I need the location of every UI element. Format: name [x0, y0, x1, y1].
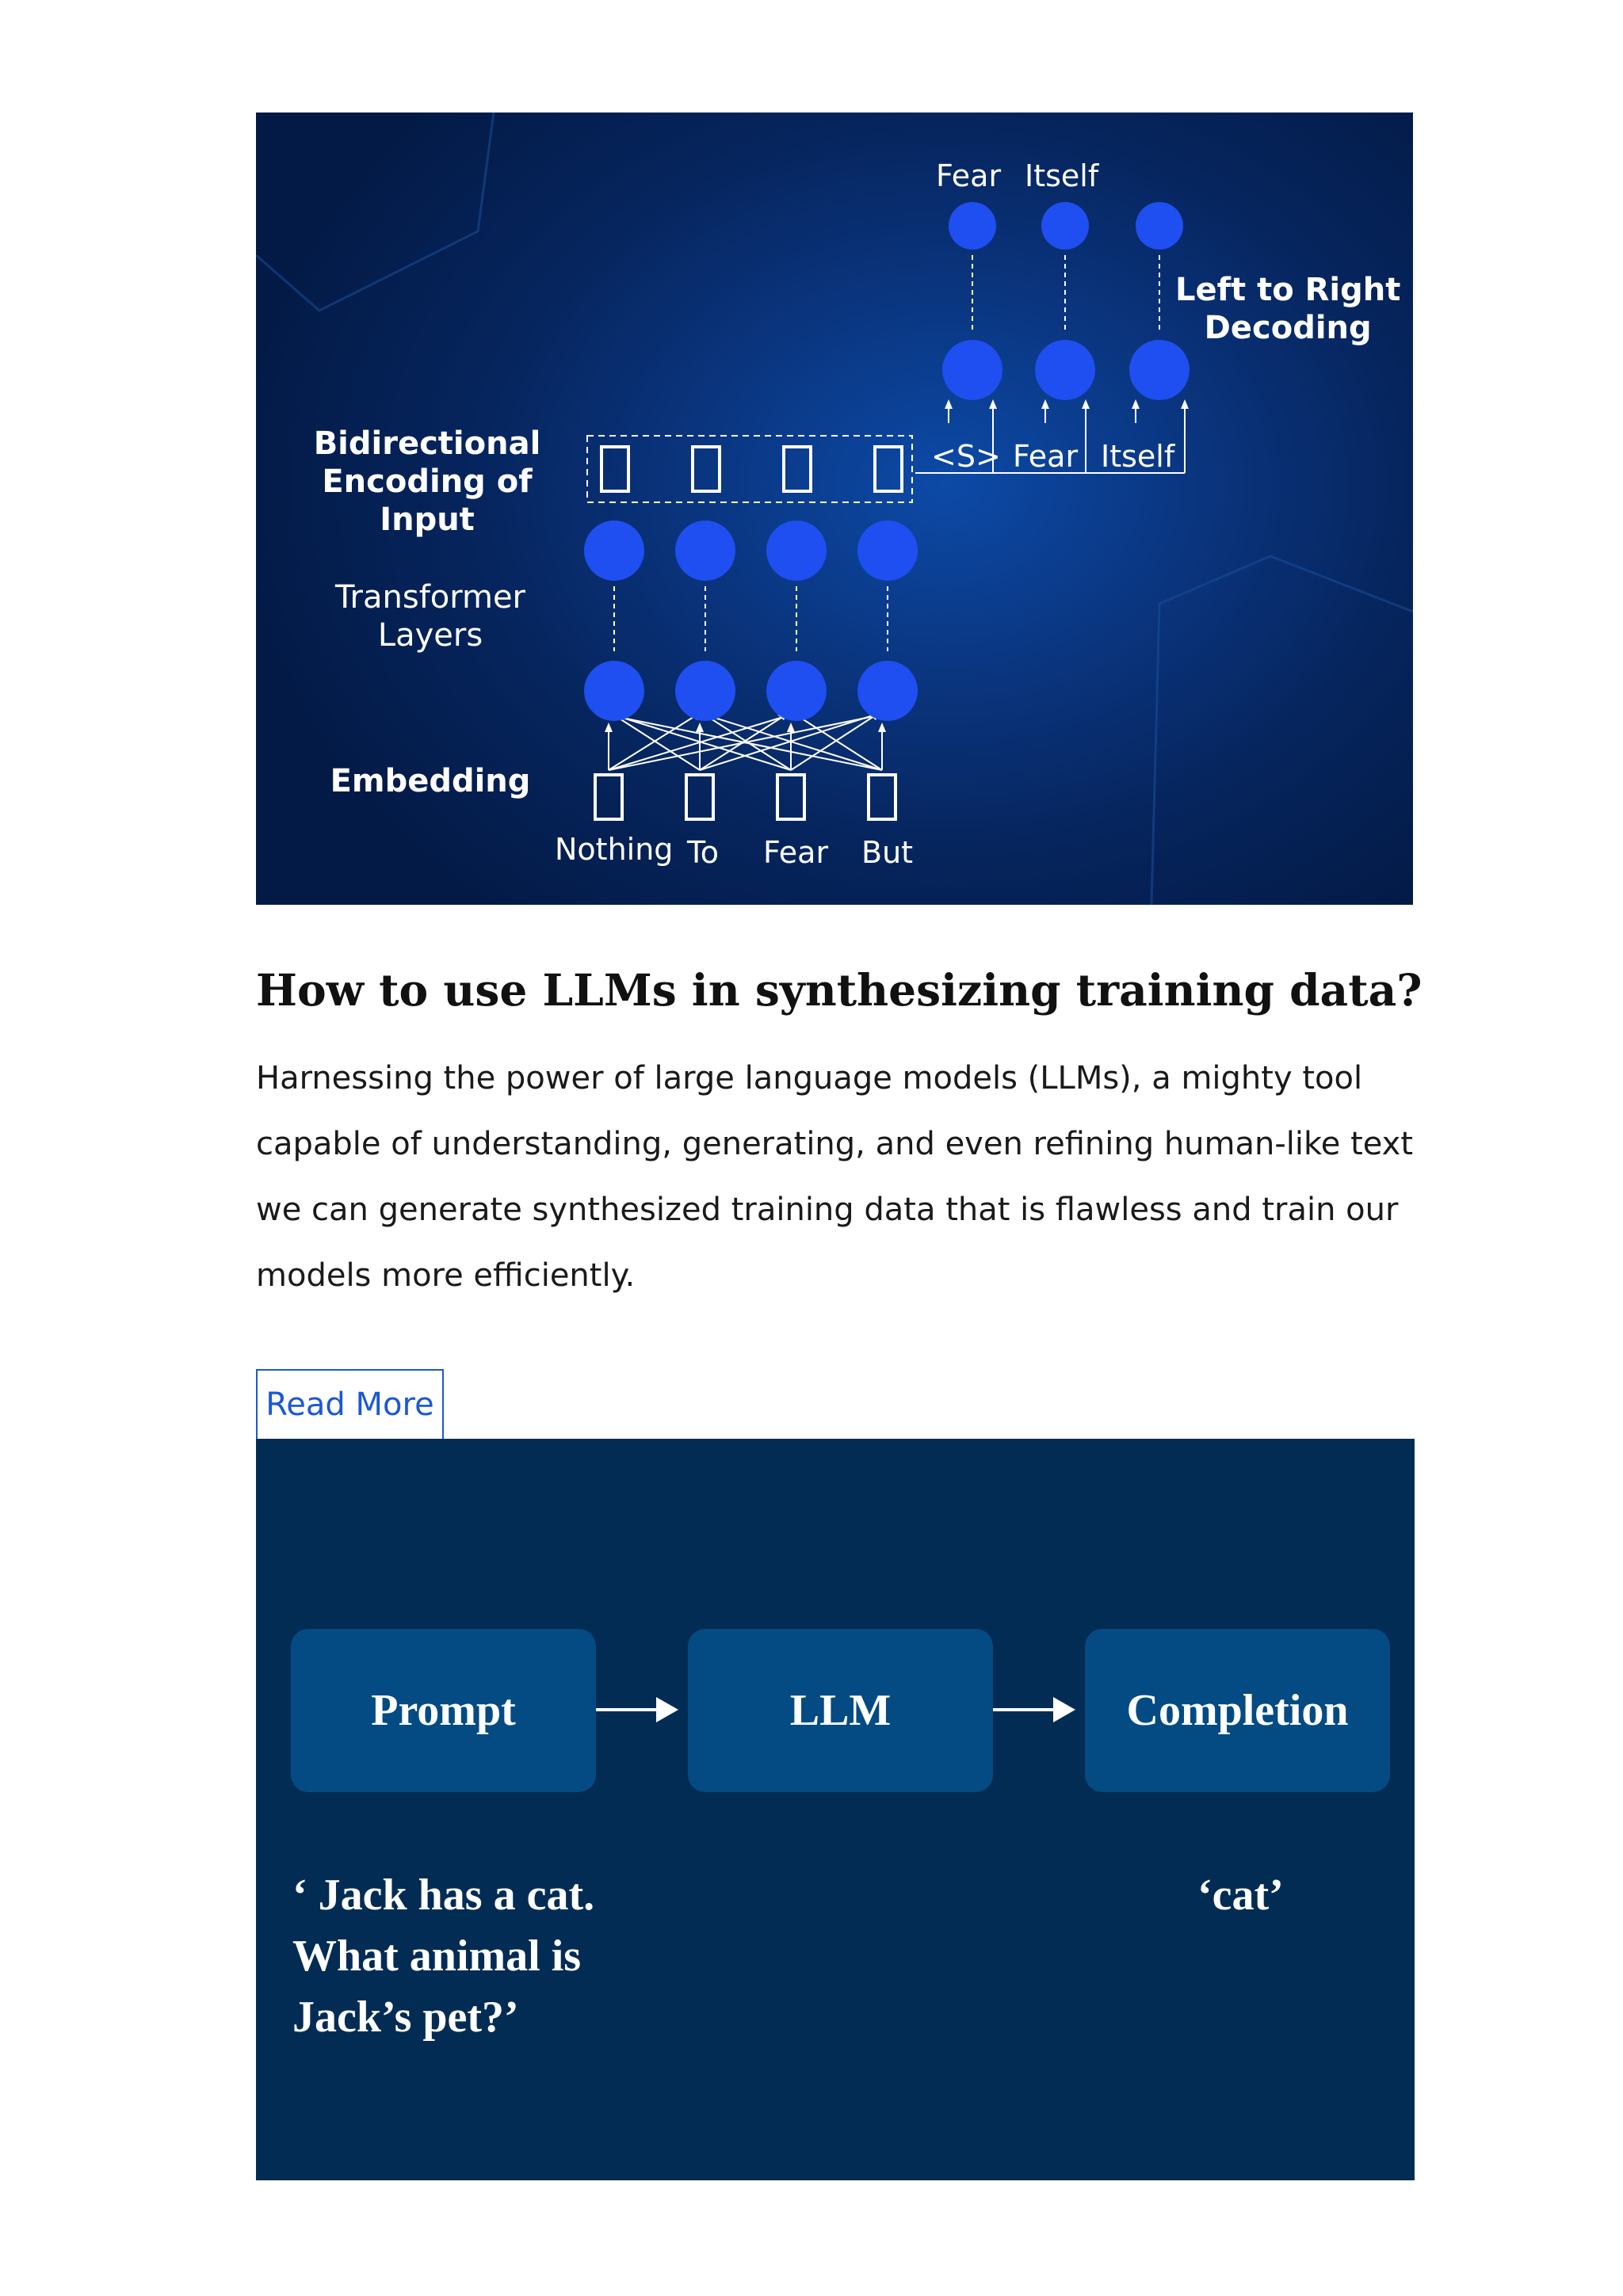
decoder-node	[1129, 340, 1190, 400]
encoder-node	[675, 521, 735, 581]
embedding-box	[869, 775, 896, 819]
encoded-box	[693, 447, 720, 491]
embedding-box	[686, 775, 713, 819]
input-embedding-boxes	[595, 775, 896, 819]
input-token-label: To	[687, 835, 720, 870]
completion-example-text: ‘cat’	[1197, 1871, 1284, 1920]
embedding-label: Embedding	[330, 763, 531, 799]
arrow-right-icon	[596, 1708, 675, 1711]
embedding-box	[777, 775, 804, 819]
output-token-label: Itself	[1025, 158, 1099, 193]
decoder-lower-nodes	[942, 340, 1190, 400]
output-token-label: Fear	[936, 158, 1002, 193]
embedding-connections	[609, 713, 882, 770]
llm-box: LLM	[688, 1629, 993, 1792]
encoder-node	[584, 521, 644, 581]
decoder-dotted-links	[972, 255, 1159, 333]
encoder-node	[584, 661, 644, 721]
article-body: Harnessing the power of large language models (LLMs), a mighty tool capable of understanding, generating, and even refining human-like text we can generate synthesized training data that is flawless and train our models more efficiently.	[256, 1060, 1414, 1294]
decoder-arrowheads	[945, 399, 1189, 409]
transformer-upper-nodes	[584, 521, 918, 581]
completion-box: Completion	[1085, 1629, 1390, 1792]
output-node	[949, 202, 996, 250]
arrow-right-icon	[993, 1708, 1072, 1711]
prompt-llm-completion-diagram	[256, 1439, 1415, 2180]
read-more-button[interactable]: Read More	[256, 1369, 444, 1440]
input-token-label: Fear	[763, 835, 829, 870]
encoder-node	[857, 661, 918, 721]
decoder-node	[942, 340, 1002, 400]
prompt-example-text: ‘ Jack has a cat. What animal is Jack’s pet?’	[292, 1871, 595, 2042]
input-token-label: But	[861, 835, 914, 870]
output-node	[1136, 202, 1183, 250]
encoder-node	[766, 661, 827, 721]
prompt-box: Prompt	[291, 1629, 596, 1792]
transformer-lower-nodes	[584, 661, 918, 721]
decoder-input-label: Itself	[1101, 439, 1175, 474]
encoder-node	[857, 521, 918, 581]
input-token-label: Nothing	[555, 832, 674, 867]
encoder-node	[675, 661, 735, 721]
bidirectional-encoding-frame	[587, 436, 912, 502]
decoder-input-label: <S>	[931, 439, 1001, 474]
encoded-token-boxes	[601, 447, 902, 491]
encoded-box	[875, 447, 902, 491]
decoder-output-nodes	[949, 202, 1183, 250]
decoder-node	[1035, 340, 1095, 400]
transformer-dotted-links	[614, 586, 888, 651]
left-to-right-decoding-label: Left to Right Decoding	[1175, 272, 1401, 346]
embedding-box	[595, 775, 622, 819]
encoder-node	[766, 521, 827, 581]
bert-encoder-decoder-diagram	[256, 113, 1413, 905]
article-title: How to use LLMs in synthesizing training data?	[256, 964, 1423, 1016]
decoder-input-label: Fear	[1013, 439, 1079, 474]
bidirectional-encoding-label: Bidirectional Encoding of Input	[313, 425, 541, 538]
encoded-box	[601, 447, 628, 491]
encoded-box	[784, 447, 811, 491]
transformer-layers-label: Transformer Layers	[334, 579, 526, 654]
output-node	[1041, 202, 1089, 250]
